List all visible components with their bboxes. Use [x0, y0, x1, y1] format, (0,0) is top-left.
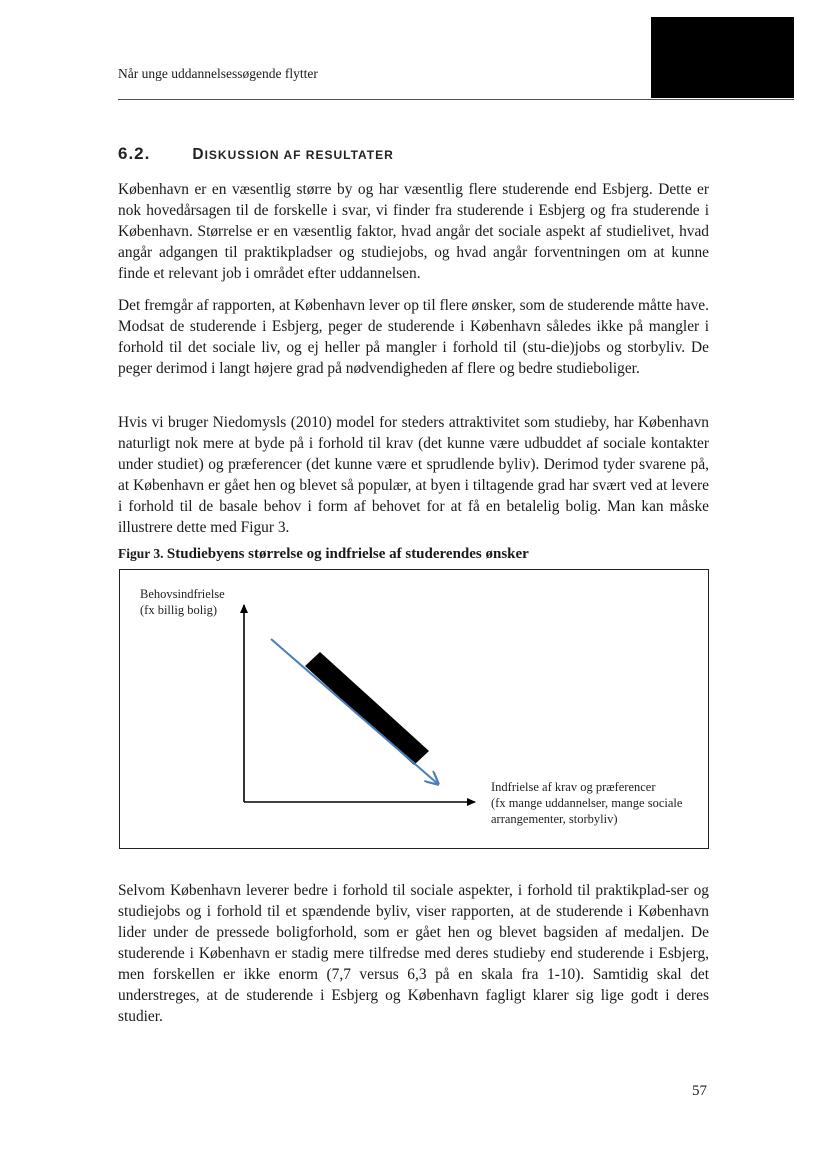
x-axis-label: Indfrielse af krav og præferencer	[491, 780, 656, 794]
paragraph-3: Hvis vi bruger Niedomysls (2010) model for steders attraktivitet som studieby, har København naturligt nok mere at byde på i forhold til krav (det kunne være udbuddet af sociale kontakter under studiet) og præferencer (det kunne være et sprudlende byliv). Derimod tyder svarene på, at København er gået hen og blevet så populær, at byen i tiltagende grad har svært ved at levere i forhold til de basale behov i form af behovet for at få en betalelig bolig. Man kan måske illustrere dette med Figur 3.	[118, 414, 709, 536]
running-header: Når unge uddannelsessøgende flytter	[118, 66, 318, 81]
x-axis-example-line-2: arrangementer, storbyliv)	[491, 812, 618, 826]
figure-caption	[118, 546, 529, 563]
figure-caption-label: Figur 3.	[118, 546, 164, 561]
trend-arrow	[271, 639, 438, 784]
paragraph-2: Det fremgår af rapporten, at København lever op til flere ønsker, som de studerende måtte have. Modsat de studerende i Esbjerg, peger de studerende i København således ikke på mangler i forhold til det sociale liv, og ej heller på mangler i forhold til (stu-die)jobs og storbyliv. De peger derimod i langt højere grad på nødvendigheden af flere og bedre studieboliger.	[118, 297, 709, 377]
section-title-rest: ISKUSSION AF RESULTATER	[204, 148, 394, 162]
section-heading	[118, 144, 394, 164]
header-black-block	[651, 17, 794, 98]
y-axis-label: Behovsindfrielse	[140, 587, 225, 601]
section-number: 6.2.	[118, 144, 151, 163]
figure-caption-title: Studiebyens størrelse og indfrielse af studerendes ønsker	[166, 546, 529, 562]
figure-3-diagram	[119, 569, 709, 849]
y-axis-example: (fx billig bolig)	[140, 603, 218, 617]
header-rule	[118, 99, 794, 100]
x-axis-example-line-1: (fx mange uddannelser, mange sociale	[491, 796, 683, 810]
paragraph-1: København er en væsentlig større by og har væsentlig flere studerende end Esbjerg. Dette er nok hovedårsagen til de forskelle i svar, vi finder fra studerende i Esbjerg og fra studerende i København. Størrelse er en væsentlig faktor, hvad angår det sociale aspekt af studielivet, hvad angår adgangen til praktikpladser og studiejobs, og hvad angår forventningen om at kunne finde et relevant job i området efter uddannelsen.	[118, 181, 709, 282]
paragraph-4: Selvom København leverer bedre i forhold til sociale aspekter, i forhold til praktikplad-ser og studiejobs og i forhold til et spændende byliv, viser rapporten, at de studerende i København lider under de pressede boligforhold, som er gået hen og blevet bagsiden af medaljen. De studerende i København er stadig mere tilfredse med deres studieby end studerende i Esbjerg, men forskellen er ikke enorm (7,7 versus 6,3 på en skala fra 1-10). Samtidig skal det understreges, at de studerende i Esbjerg og København fagligt klarer sig lige godt i deres studier.	[118, 882, 709, 1025]
page-number: 57	[692, 1083, 707, 1099]
city-size-band	[305, 652, 429, 765]
section-title-initial: D	[192, 146, 205, 163]
section-title	[192, 146, 393, 163]
